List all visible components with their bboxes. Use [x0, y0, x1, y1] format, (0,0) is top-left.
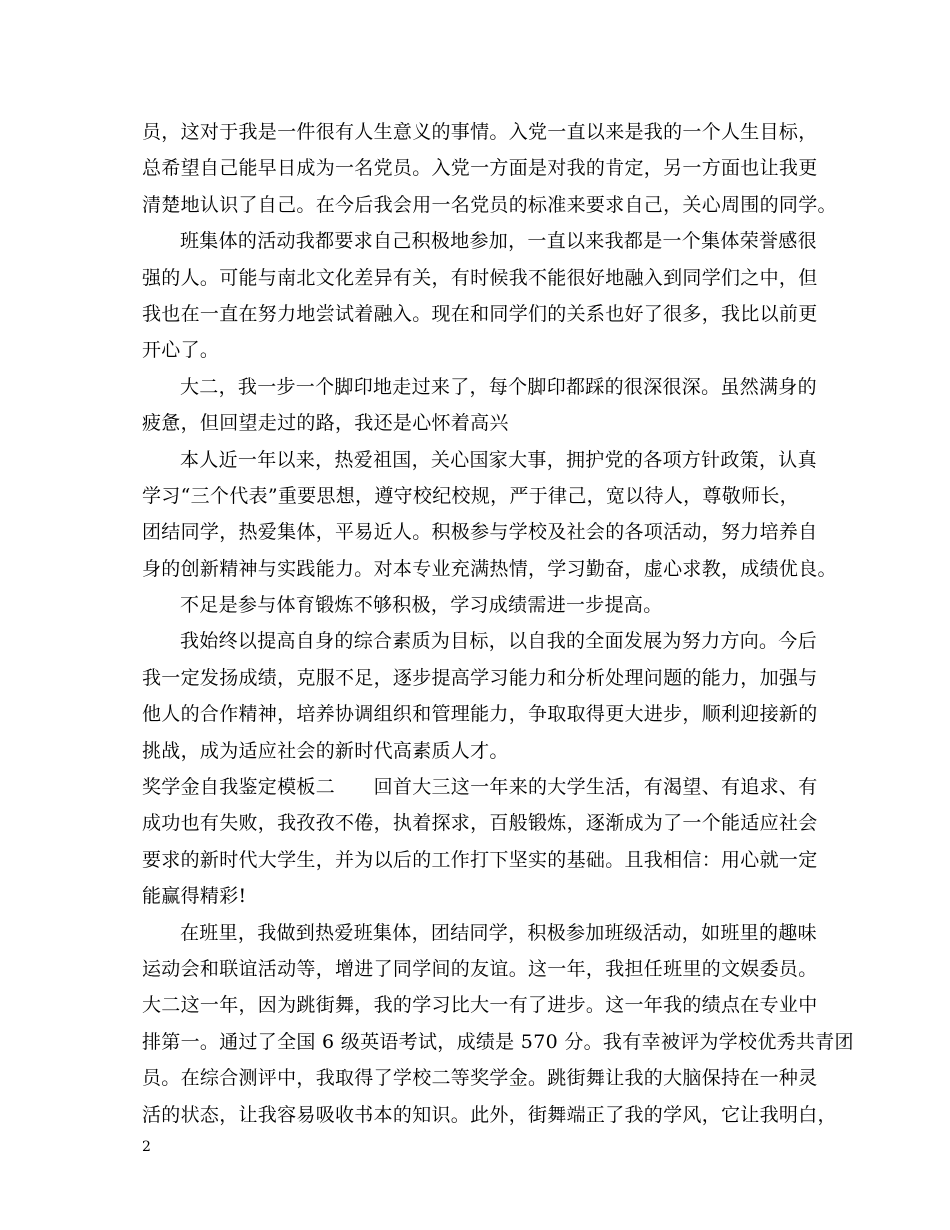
text-line: 要求的新时代大学生，并为以后的工作打下坚实的基础。且我相信：用心就一定: [142, 848, 818, 871]
text-line: 排第一。通过了全国 6 级英语考试，成绩是 570 分。我有幸被评为学校优秀共青团: [142, 1030, 854, 1053]
text-line: 班集体的活动我都要求自己积极地参加，一直以来我都是一个集体荣誉感很: [180, 230, 817, 253]
text-line: 奖学金自我鉴定模板二 回首大三这一年来的大学生活，有渴望、有追求、有: [142, 776, 818, 799]
text-line: 学习“三个代表”重要思想，遵守校纪校规，严于律己，宽以待人，尊敬师长，: [142, 484, 799, 507]
text-line: 不足是参与体育锻炼不够积极，学习成绩需进一步提高。: [180, 594, 663, 617]
text-line: 开心了。: [142, 339, 220, 362]
text-line: 总希望自己能早日成为一名党员。入党一方面是对我的肯定，另一方面也让我更: [142, 157, 818, 180]
text-line: 清楚地认识了自己。在今后我会用一名党员的标准来要求自己，关心周围的同学。: [142, 193, 837, 216]
text-line: 员，这对于我是一件很有人生意义的事情。入党一直以来是我的一个人生目标，: [142, 121, 818, 143]
text-line: 强的人。可能与南北文化差异有关，有时候我不能很好地融入到同学们之中，但: [142, 266, 818, 289]
text-line: 他人的合作精神，培养协调组织和管理能力，争取取得更大进步，顺利迎接新的: [142, 703, 818, 726]
page-number: 2: [142, 1139, 151, 1155]
text-line: 挑战，成为适应社会的新时代高素质人才。: [142, 739, 509, 762]
text-line: 团结同学，热爱集体，平易近人。积极参与学校及社会的各项活动，努力培养自: [142, 521, 818, 544]
text-line: 大二这一年，因为跳街舞，我的学习比大一有了进步。这一年我的绩点在专业中: [142, 994, 818, 1017]
body-text: [142, 114, 854, 1133]
text-line: 在班里，我做到热爱班集体，团结同学，积极参加班级活动，如班里的趣味: [180, 921, 817, 944]
text-line: 活的状态，让我容易吸收书本的知识。此外，街舞端正了我的学风，它让我明白，: [142, 1103, 837, 1126]
text-line: 我也在一直在努力地尝试着融入。现在和同学们的关系也好了很多，我比以前更: [142, 302, 818, 325]
text-line: 疲惫，但回望走过的路，我还是心怀着高兴: [142, 412, 509, 435]
text-line: 运动会和联谊活动等，增进了同学间的友谊。这一年，我担任班里的文娱委员。: [142, 957, 818, 980]
text-line: 我始终以提高自身的综合素质为目标，以自我的全面发展为努力方向。今后: [180, 630, 817, 653]
text-line: 能赢得精彩!: [142, 885, 247, 908]
text-line: 大二，我一步一个脚印地走过来了，每个脚印都踩的很深很深。虽然满身的: [180, 375, 817, 398]
text-line: 我一定发扬成绩，克服不足，逐步提高学习能力和分析处理问题的能力，加强与: [142, 666, 818, 689]
text-line: 成功也有失败，我孜孜不倦，执着探求，百般锻炼，逐渐成为了一个能适应社会: [142, 812, 818, 835]
text-line: 本人近一年以来，热爱祖国，关心国家大事，拥护党的各项方针政策，认真: [180, 448, 817, 471]
text-line: 员。在综合测评中，我取得了学校二等奖学金。跳街舞让我的大脑保持在一种灵: [142, 1067, 818, 1090]
text-line: 身的创新精神与实践能力。对本专业充满热情，学习勤奋，虚心求教，成绩优良。: [142, 557, 837, 580]
